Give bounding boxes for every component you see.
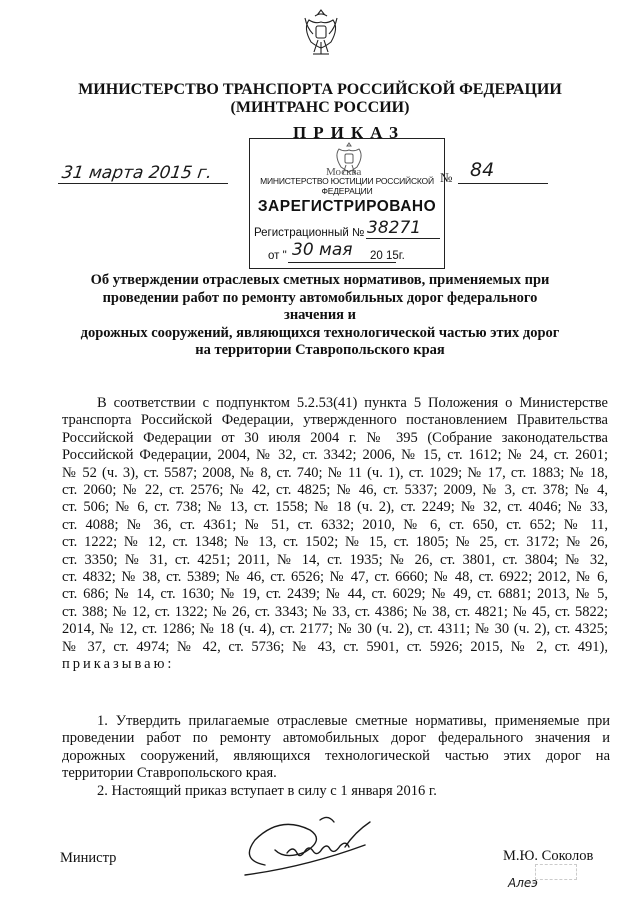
order-city: Москва <box>326 166 362 178</box>
preamble-line: ст. 3350; № 31, ст. 4251; 2011, № 14, ст. 1935; № 26, ст. 3801, ст. 3804; № 32, <box>62 551 608 568</box>
preamble-line: ст. 506; № 6, ст. 738; № 13, ст. 1558; № 18 (ч. 2), ст. 2249; № 32, ст. 4046; № 33, <box>62 499 608 516</box>
order-number: 84 <box>470 159 495 181</box>
signature-icon <box>225 805 395 885</box>
preamble-line: ст. 686; № 14, ст. 1630; № 19, ст. 2439; № 44, ст. 6029; № 49, ст. 6881; 2013, № 5, <box>62 586 608 603</box>
stamp-reg-date: 30 мая <box>292 240 353 260</box>
order-number-underline <box>458 183 548 184</box>
order-subject <box>80 272 560 360</box>
stamp-reg-number-label: Регистрационный № <box>254 227 365 239</box>
item-line: территории Ставропольского края. <box>62 765 277 782</box>
stamp-ministry-name: МИНИСТЕРСТВО ЮСТИЦИИ РОССИЙСКОЙ ФЕДЕРАЦИИ <box>260 176 434 196</box>
preamble-line: ст. 388; № 12, ст. 1322; № 26, ст. 3343; № 33, ст. 4386; № 38, ст. 4821; № 45, ст. 5822; <box>62 603 608 620</box>
order-number-sign: № <box>440 170 453 185</box>
coat-of-arms-icon <box>301 4 341 60</box>
order-items <box>62 713 610 800</box>
preamble-line: № 37, ст. 4974; № 42, ст. 5736; № 43, ст. 5901, ст. 5926; 2015, № 2, ст. 491), <box>62 638 608 655</box>
stamp-from-label: от " <box>268 250 287 262</box>
preamble-line: Российской Федерации от 30 июля 2004 г. № 395 (Собрание законодательства <box>62 429 608 446</box>
executor-initials: Алеэ <box>508 876 538 890</box>
preamble-line: 2014, № 12, ст. 1286; № 18 (ч. 4), ст. 2177; № 30 (ч. 2), ст. 4311; № 30 (ч. 2), ст. 4325; <box>62 621 608 638</box>
signatory-name: М.Ю. Соколов <box>503 848 594 864</box>
corner-stamp-mark <box>535 864 577 880</box>
stamp-reg-date-underline <box>288 262 396 263</box>
item-line: 1. Утвердить прилагаемые отраслевые сметные нормативы, применяемые при <box>97 713 610 729</box>
preamble-line: № 52 (ч. 3), ст. 5587; 2008, № 8, ст. 740; № 11 (ч. 1), ст. 1029; № 17, ст. 1883; № 18, <box>62 464 608 481</box>
stamp-reg-number: 38271 <box>367 218 422 238</box>
item-line: проведении работ по ремонту автомобильных дорог федерального значения и <box>62 730 610 747</box>
preamble-line: ст. 1222; № 12, ст. 1348; № 13, ст. 1502; № 15, ст. 1805; № 25, ст. 3172; № 26, <box>62 534 608 551</box>
ministry-short-name: (МИНТРАНС РОССИИ) <box>230 99 410 116</box>
preamble-line: ст. 4832; № 38, ст. 5389; № 46, ст. 6526; № 47, ст. 6660; № 48, ст. 6922; 2012, № 6, <box>62 569 608 586</box>
order-date-underline <box>58 183 228 184</box>
stamp-registered-label: ЗАРЕГИСТРИРОВАНО <box>257 198 437 215</box>
preamble-line: транспорта Российской Федерации, утвержденного постановлением Правительства <box>62 412 608 429</box>
ministry-name: МИНИСТЕРСТВО ТРАНСПОРТА РОССИЙСКОЙ ФЕДЕРАЦИИ <box>78 81 562 98</box>
subject-line: дорожных сооружений, являющихся технологической частью этих дорог <box>80 324 560 341</box>
preamble-line: Российской Федерации, 2004, № 32, ст. 3342; 2006, № 15, ст. 1612; № 24, ст. 2601; <box>62 447 608 464</box>
preamble-line: ст. 4088; № 36, ст. 4361; № 51, ст. 6332; 2010, № 6, ст. 650, ст. 652; № 11, <box>62 516 608 533</box>
stamp-reg-year: 20 15г. <box>370 250 405 262</box>
item-line: дорожных сооружений, являющихся технологической частью этих дорог на <box>62 747 610 764</box>
order-verb: приказываю: <box>62 656 175 673</box>
order-title: ПРИКАЗ <box>293 123 405 142</box>
stamp-reg-number-underline <box>366 238 440 239</box>
subject-line: проведении работ по ремонту автомобильных дорог федерального значения и <box>102 289 538 323</box>
preamble-line: ст. 2060; № 22, ст. 2576; № 42, ст. 4825; № 46, ст. 5337; 2009, № 3, ст. 378; № 4, <box>62 482 608 499</box>
item-2: 2. Настоящий приказ вступает в силу с 1 января 2016 г. <box>97 782 437 799</box>
preamble <box>62 395 608 674</box>
subject-line: Об утверждении отраслевых сметных нормативов, применяемых при <box>90 272 550 288</box>
preamble-line: В соответствии с подпунктом 5.2.53(41) пункта 5 Положения о Министерстве <box>97 395 608 411</box>
stamp-emblem-icon <box>333 140 365 178</box>
order-date: 31 марта 2015 г. <box>60 163 214 183</box>
signatory-position: Министр <box>60 850 117 866</box>
subject-line: на территории Ставропольского края <box>195 342 445 358</box>
